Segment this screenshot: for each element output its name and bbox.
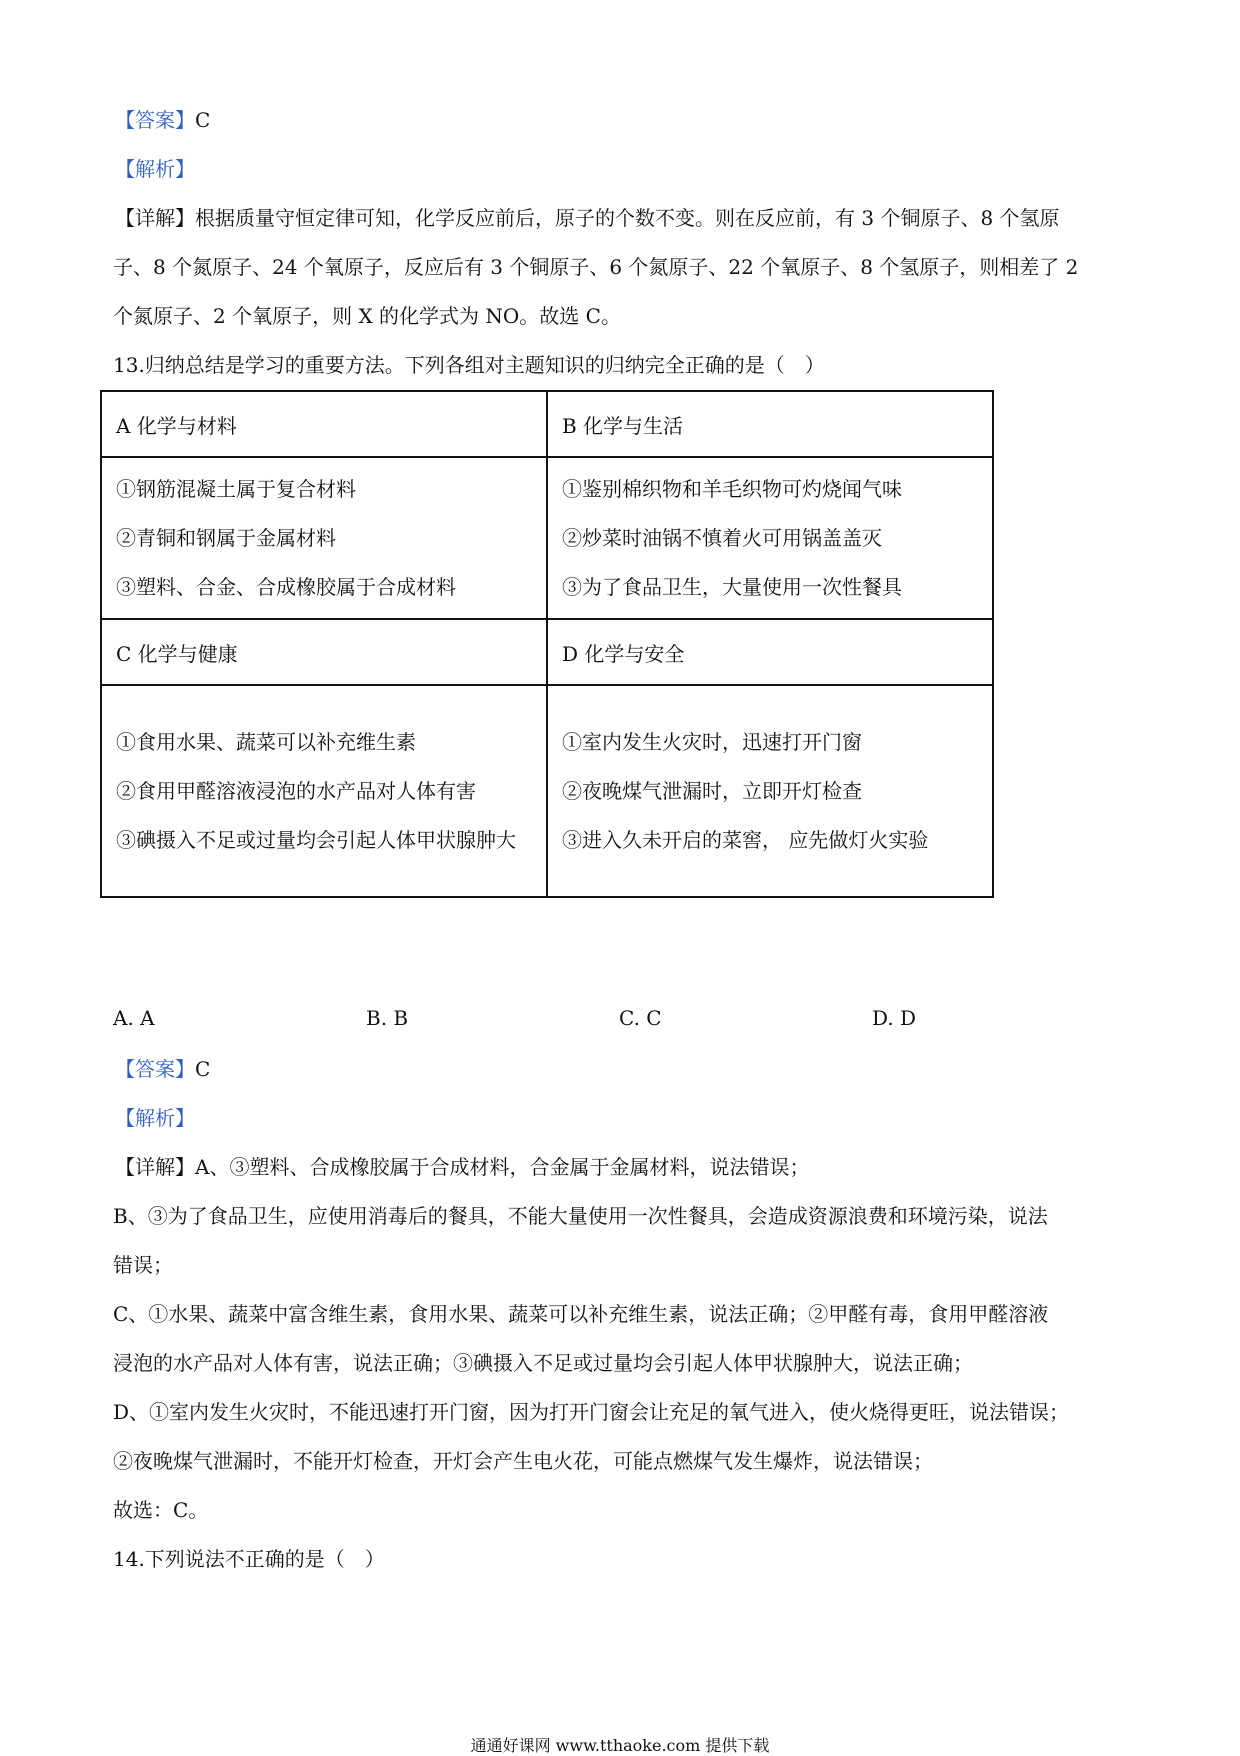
q13-detail-line-1 — [115, 1153, 1135, 1181]
cell-d-head — [547, 619, 993, 685]
cell-c-body — [101, 685, 547, 897]
q13-detail-line-3: 错误； — [113, 1253, 173, 1277]
detail-text: 根据质量守恒定律可知，化学反应前后，原子的个数不变。则在反应前，有 3 个铜原子、8 个氢原 — [195, 206, 1060, 230]
q13-answer — [115, 1055, 1135, 1083]
list-item: ①室内发生火灾时，迅速打开门窗 — [562, 729, 862, 754]
q14-stem: 14.下列说法不正确的是（ ） — [113, 1547, 385, 1571]
list-item: ③塑料、合金、合成橡胶属于合成材料 — [116, 574, 456, 599]
option-c: C. C — [619, 1006, 662, 1030]
q12-analysis — [115, 155, 1135, 183]
q13-detail-line-7: ②夜晚煤气泄漏时，不能开灯检查，开灯会产生电火花，可能点燃煤气发生爆炸，说法错误； — [113, 1449, 933, 1473]
answer-value: C — [195, 108, 211, 132]
q12-detail-line-2: 子、8 个氮原子、24 个氧原子，反应后有 3 个铜原子、6 个氮原子、22 个氧原子、8 个氢原子，则相差了 2 — [113, 255, 1079, 279]
page-footer: 通通好课网 www.tthaoke.com 提供下载 — [470, 1736, 770, 1755]
q13-detail-line-4: C、①水果、蔬菜中富含维生素，食用水果、蔬菜可以补充维生素，说法正确；②甲醛有毒，食用甲醛溶液 — [113, 1302, 1049, 1326]
detail-text: A、③塑料、合成橡胶属于合成材料，合金属于金属材料，说法错误； — [195, 1155, 810, 1179]
option-d: D. D — [872, 1006, 917, 1030]
option-a: A. A — [113, 1006, 155, 1030]
q13-stem: 13.归纳总结是学习的重要方法。下列各组对主题知识的归纳完全正确的是（ ） — [113, 353, 825, 377]
answer-tag: 【答案】 — [115, 1057, 195, 1081]
q12-detail-line-3: 个氮原子、2 个氧原子，则 X 的化学式为 NO。故选 C。 — [113, 304, 621, 328]
q13-detail-line-8: 故选：C。 — [113, 1498, 209, 1522]
cell-c-head — [101, 619, 547, 685]
cell-b-body — [547, 457, 993, 619]
list-item: ②炒菜时油锅不慎着火可用锅盖盖灭 — [562, 525, 882, 550]
analysis-tag: 【解析】 — [115, 1106, 195, 1130]
q13-detail-line-6: D、①室内发生火灾时，不能迅速打开门窗，因为打开门窗会让充足的氧气进入，使火烧得更旺，说法错误； — [113, 1400, 1070, 1424]
knowledge-table — [100, 390, 994, 898]
q13-analysis — [115, 1104, 1135, 1132]
list-item: ②青铜和钢属于金属材料 — [116, 525, 336, 550]
detail-tag: 【详解】 — [115, 206, 195, 230]
option-b: B. B — [366, 1006, 409, 1030]
list-item: ③为了食品卫生，大量使用一次性餐具 — [562, 574, 902, 599]
list-item: ①鉴别棉织物和羊毛织物可灼烧闻气味 — [562, 476, 902, 501]
cell-b-head — [547, 391, 993, 457]
q13-detail-line-5: 浸泡的水产品对人体有害，说法正确；③碘摄入不足或过量均会引起人体甲状腺肿大，说法正确； — [113, 1351, 973, 1375]
list-item: ①食用水果、蔬菜可以补充维生素 — [116, 729, 416, 754]
cell-a-body — [101, 457, 547, 619]
analysis-tag: 【解析】 — [115, 157, 195, 181]
cell-b-title: B 化学与生活 — [562, 413, 684, 438]
cell-a-title: A 化学与材料 — [116, 413, 237, 438]
q12-answer — [115, 106, 1135, 134]
list-item: ②食用甲醛溶液浸泡的水产品对人体有害 — [116, 778, 476, 803]
q13-detail-line-2: B、③为了食品卫生，应使用消毒后的餐具，不能大量使用一次性餐具，会造成资源浪费和环境污染，说法 — [113, 1204, 1048, 1228]
cell-a-head — [101, 391, 547, 457]
answer-tag: 【答案】 — [115, 108, 195, 132]
list-item: ①钢筋混凝土属于复合材料 — [116, 476, 356, 501]
list-item: ②夜晚煤气泄漏时，立即开灯检查 — [562, 778, 862, 803]
cell-d-body — [547, 685, 993, 897]
q13-options — [113, 1006, 1013, 1036]
list-item: ③碘摄入不足或过量均会引起人体甲状腺肿大 — [116, 827, 516, 852]
cell-c-title: C 化学与健康 — [116, 641, 238, 666]
detail-tag: 【详解】 — [115, 1155, 195, 1179]
list-item: ③进入久未开启的菜窖， 应先做灯火实验 — [562, 827, 929, 852]
cell-d-title: D 化学与安全 — [562, 641, 685, 666]
q12-detail-line-1 — [115, 204, 1135, 232]
answer-value: C — [195, 1057, 211, 1081]
